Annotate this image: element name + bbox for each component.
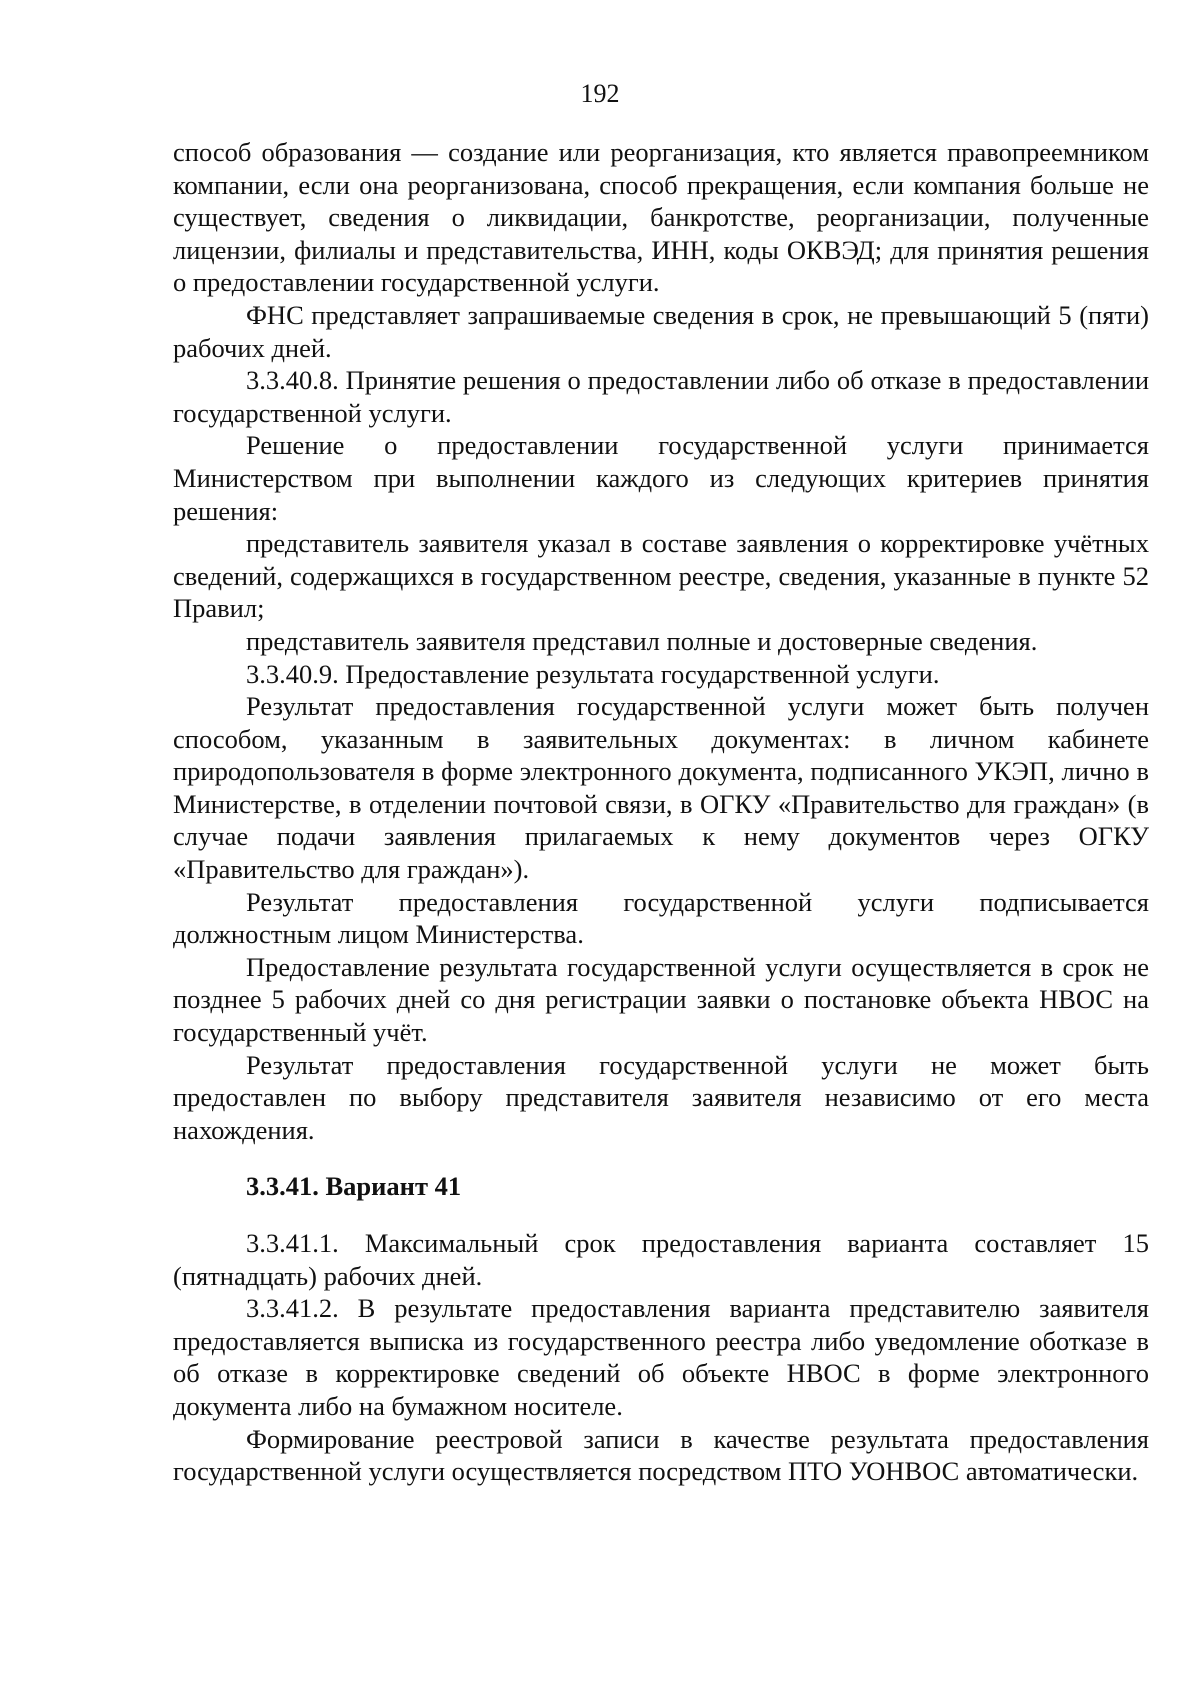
section-heading: 3.3.41. Вариант 41 [246,1171,462,1202]
paragraph: Решение о предоставлении государственной услуги принимается Министерством при выполнении каждого из следующих критериев принятия решения: [173,430,1149,526]
page-number: 192 [580,79,620,108]
paragraph-clause-3-3-40-9: 3.3.40.9. Предоставление результата государственной услуги. [246,658,940,689]
paragraph-criterion: представитель заявителя представил полные и достоверные сведения. [246,625,1038,656]
paragraph-clause-3-3-41-2: 3.3.41.2. В результате предоставления варианта представителю заявителя предоставляется выписка из государственного реестра либо уведомление оботказе в об отказе в корректировке сведений об объекте НВОС в форме электронного документа либо на бумажном носителе. [173,1293,1149,1421]
paragraph: Формирование реестровой записи в качестве результата предоставления государственной услуги осуществляется посредством ПТО УОНВОС автоматически. [173,1423,1149,1487]
paragraph: Результат предоставления государственной услуги может быть получен способом, указанным в заявительных документах: в личном кабинете природопользователя в форме электронного документа, подписанного УКЭП, лично в Министерстве, в отделении почтовой связи, в ОГКУ «Правительство для граждан» (в случае подачи заявления прилагаемых к нему документов через ОГКУ «Правительство для граждан»). [173,691,1149,885]
document-body [173,136,1149,1488]
paragraph: Предоставление результата государственной услуги осуществляется в срок не позднее 5 рабочих дней со дня регистрации заявки о постановке объекта НВОС на государственный учёт. [173,951,1149,1048]
paragraph: Результат предоставления государственной услуги подписывается должностным лицом Министерства. [173,886,1149,950]
paragraph-criterion: представитель заявителя указал в составе заявления о корректировке учётных сведений, содержащихся в государственном реестре, сведения, указанные в пункте 52 Правил; [173,528,1149,624]
paragraph-clause-3-3-41-1: 3.3.41.1. Максимальный срок предоставления варианта составляет 15 (пятнадцать) рабочих дней. [173,1228,1149,1291]
paragraph: Результат предоставления государственной услуги не может быть предоставлен по выбору представителя заявителя независимо от его места нахождения. [173,1049,1149,1145]
paragraph-clause-3-3-40-8: 3.3.40.8. Принятие решения о предоставлении либо об отказе в предоставлении государственной услуги. [173,365,1149,428]
paragraph-continuation: способ образования — создание или реорганизация, кто является правопреемником компании, если она реорганизована, способ прекращения, если компания больше не существует, сведения о ликвидации, банкротстве, реорганизации, полученные лицензии, филиалы и представительства, ИНН, коды ОКВЭД; для принятия решения о предоставлении государственной услуги. [173,137,1149,298]
paragraph: ФНС представляет запрашиваемые сведения в срок, не превышающий 5 (пяти) рабочих дней. [173,299,1149,363]
